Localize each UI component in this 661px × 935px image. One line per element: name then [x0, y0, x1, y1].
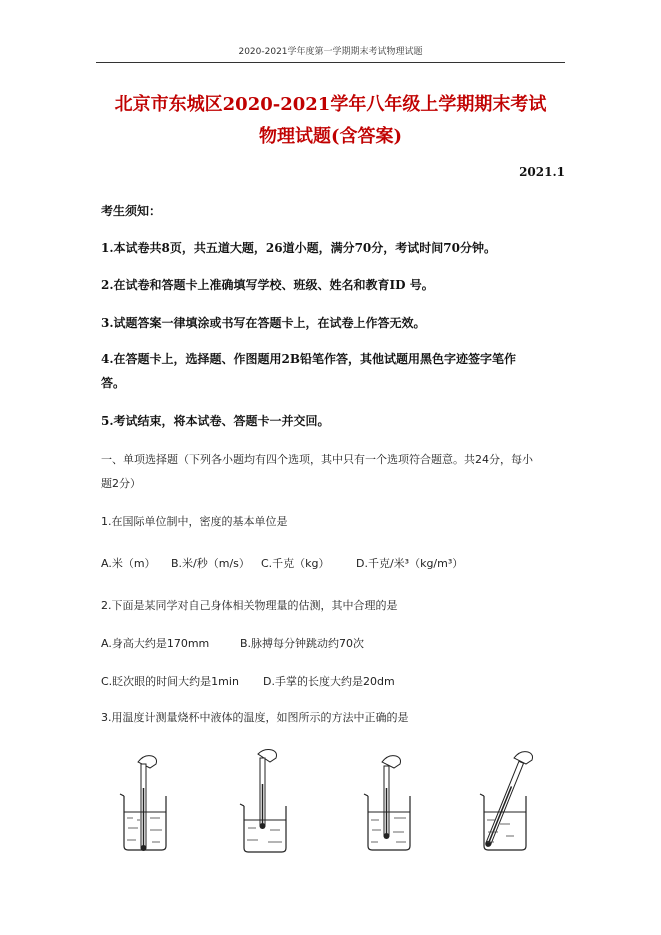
q1-option-b: B.米/秒（m/s） — [171, 557, 250, 570]
section-intro-line2: 题2分） — [101, 477, 141, 490]
exam-title-line1: 北京市东城区2020-2021学年八年级上学期期末考试 — [114, 94, 547, 115]
thermometer-figure-a — [110, 748, 190, 858]
thermometer-figure-d — [470, 748, 560, 858]
notice-item-4: 4.在答题卡上，选择题、作图题用2B铅笔作答，其他试题用黑色字迹签字笔作 — [101, 352, 517, 366]
q1-option-d: D.千克/米³（kg/m³） — [356, 557, 464, 570]
running-header: 2020-2021学年度第一学期期末考试物理试题 — [238, 47, 423, 57]
question-1-options — [101, 553, 569, 575]
notice-heading: 考生须知： — [101, 204, 162, 218]
question-2-stem: 2.下面是某同学对自己身体相关物理量的估测，其中合理的是 — [101, 599, 398, 612]
exam-date: 2021.1 — [519, 165, 565, 179]
thermometer-figure-c — [354, 748, 434, 858]
q1-option-a: A.米（m） — [101, 557, 156, 570]
notice-item-4-cont: 答。 — [101, 376, 126, 390]
section-intro-line1: 一、单项选择题（下列各小题均有四个选项，其中只有一个选项符合题意。共24分，每小 — [101, 453, 533, 466]
header-divider — [96, 62, 565, 63]
q2-option-b: B.脉搏每分钟跳动约70次 — [240, 637, 365, 650]
question-1-stem: 1.在国际单位制中，密度的基本单位是 — [101, 515, 288, 528]
notice-item-1: 1.本试卷共8页，共五道大题，26道小题，满分70分，考试时间70分钟。 — [101, 241, 496, 255]
q2-option-c: C.眨次眼的时间大约是1min — [101, 675, 239, 688]
notice-item-5: 5.考试结束，将本试卷、答题卡一并交回。 — [101, 414, 330, 428]
q1-option-c: C.千克（kg） — [261, 557, 330, 570]
notice-item-2: 2.在试卷和答题卡上准确填写学校、班级、姓名和教育ID 号。 — [101, 278, 434, 292]
question-2-options-row2 — [101, 671, 569, 693]
q2-option-d: D.手掌的长度大约是20dm — [263, 675, 395, 688]
question-3-figures — [100, 748, 580, 858]
exam-title-line2: 物理试题(含答案) — [258, 126, 403, 147]
thermometer-figure-b — [230, 748, 310, 858]
q2-option-a: A.身高大约是170mm — [101, 637, 210, 650]
notice-item-3: 3.试题答案一律填涂或书写在答题卡上，在试卷上作答无效。 — [101, 316, 426, 330]
question-3-stem: 3.用温度计测量烧杯中液体的温度，如图所示的方法中正确的是 — [101, 711, 409, 724]
question-2-options-row1 — [101, 633, 569, 655]
